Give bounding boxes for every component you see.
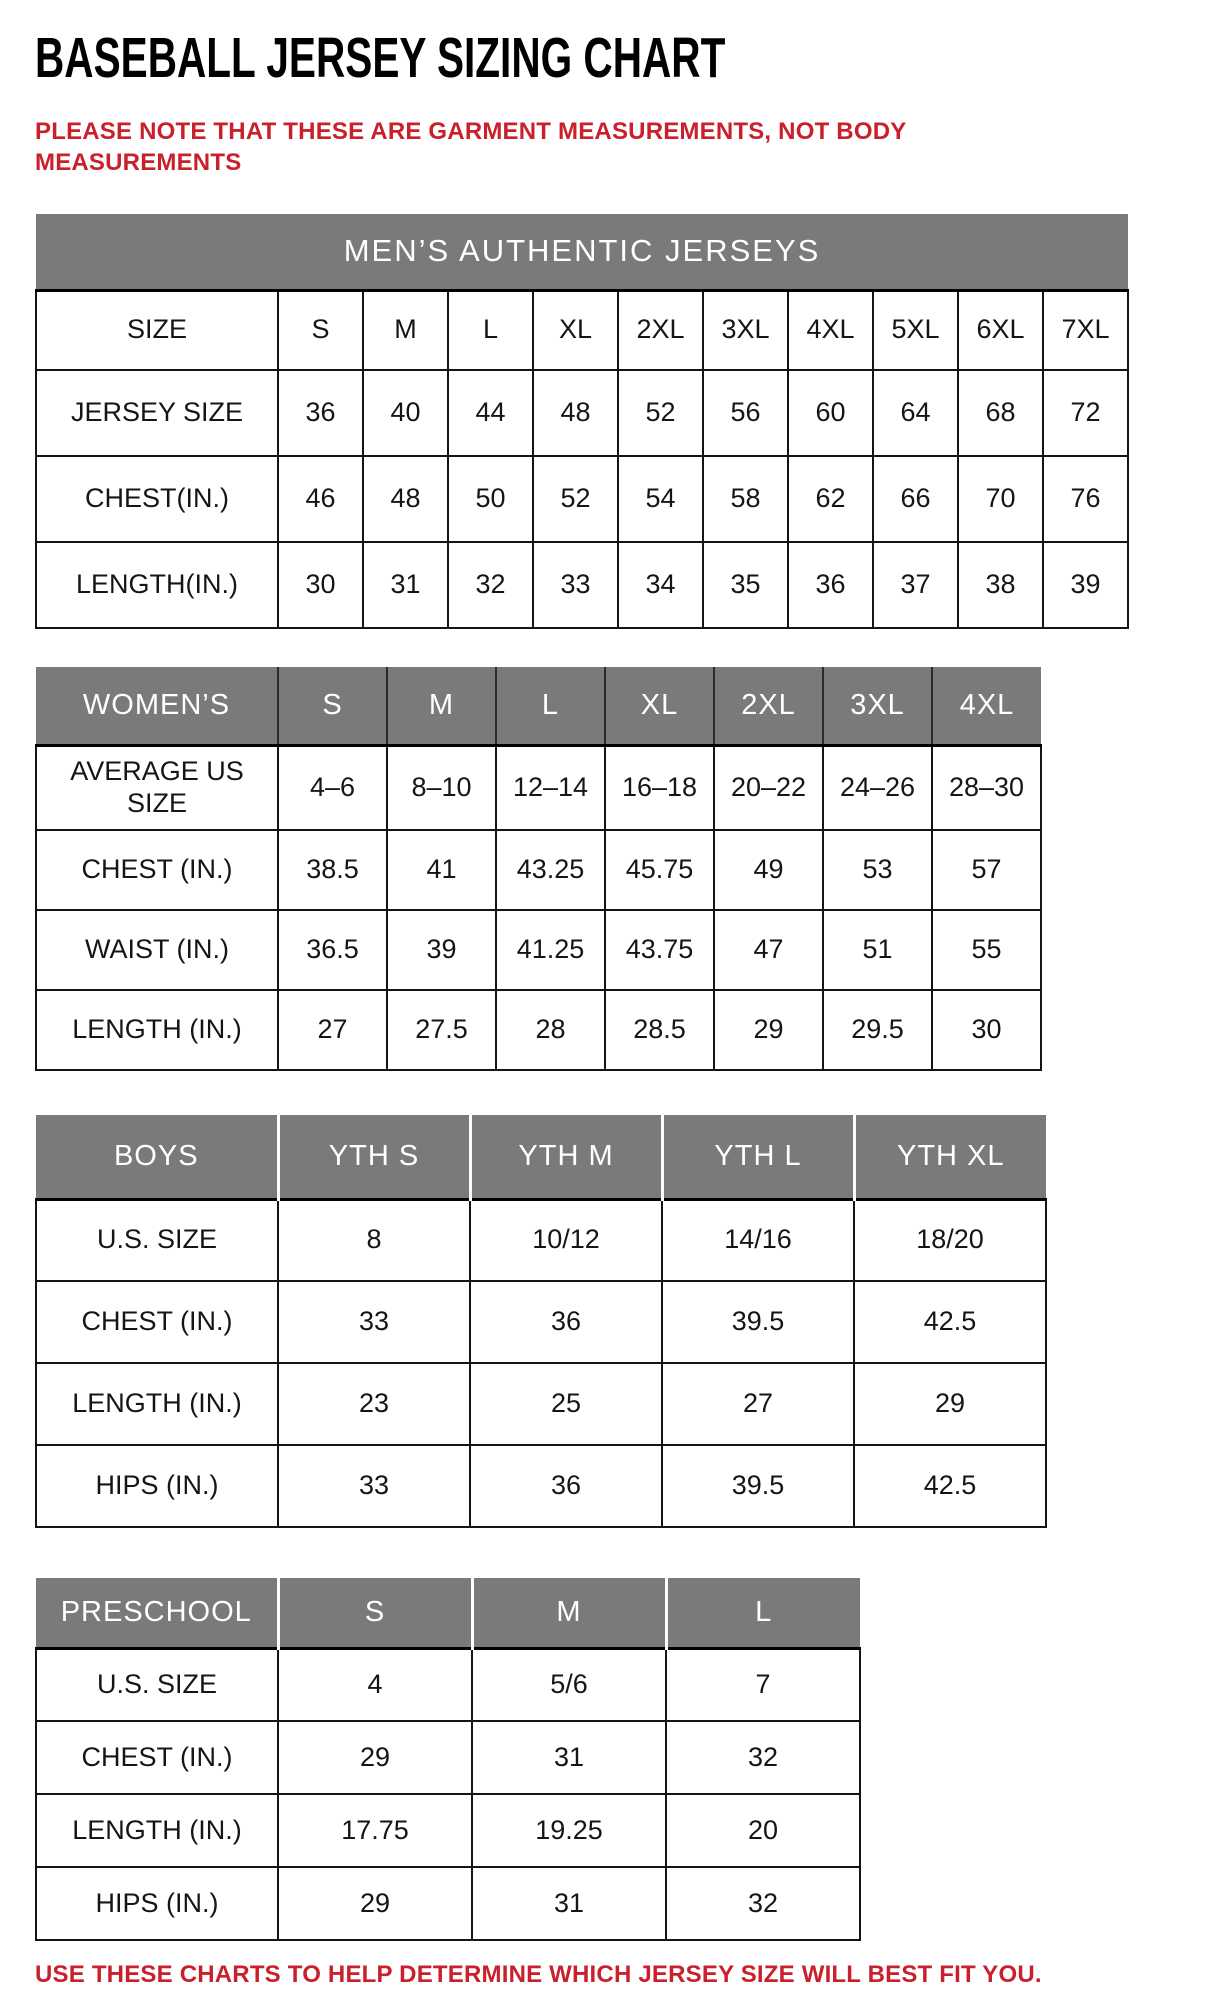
- table-cell: 38.5: [278, 830, 387, 910]
- page-title: BASEBALL JERSEY SIZING CHART: [35, 27, 726, 90]
- row-label-cell: HIPS (IN.): [36, 1445, 278, 1527]
- table-cell: 17.75: [278, 1794, 472, 1867]
- table-cell: 36: [788, 542, 873, 628]
- table-cell: 4–6: [278, 745, 387, 830]
- table-cell: 25: [470, 1363, 662, 1445]
- table-cell: 47: [714, 910, 823, 990]
- table-cell: 29: [278, 1721, 472, 1794]
- table-cell: 54: [618, 456, 703, 542]
- table-cell: 10/12: [470, 1199, 662, 1281]
- table-cell: 28: [496, 990, 605, 1070]
- row-label-cell: AVERAGE US SIZE: [36, 745, 278, 830]
- row-label-cell: CHEST (IN.): [36, 1721, 278, 1794]
- table-cell: 36: [470, 1281, 662, 1363]
- table-cell: 51: [823, 910, 932, 990]
- table-cell: 32: [666, 1721, 860, 1794]
- table-cell: 39.5: [662, 1281, 854, 1363]
- table-cell: 32: [448, 542, 533, 628]
- table-cell: 34: [618, 542, 703, 628]
- table-cell: 76: [1043, 456, 1128, 542]
- table-cell: 8–10: [387, 745, 496, 830]
- row-label-cell: LENGTH (IN.): [36, 1794, 278, 1867]
- garment-measurements-note: PLEASE NOTE THAT THESE ARE GARMENT MEASUREMENTS, NOT BODY MEASUREMENTS: [35, 118, 907, 176]
- table-cell: 62: [788, 456, 873, 542]
- table-cell: 39.5: [662, 1445, 854, 1527]
- table-cell: 3XL: [703, 290, 788, 370]
- table-cell: M: [363, 290, 448, 370]
- row-label-cell: WAIST (IN.): [36, 910, 278, 990]
- boys-jerseys-table: [35, 1115, 1047, 1528]
- table-cell: 45.75: [605, 830, 714, 910]
- table-cell: 30: [278, 542, 363, 628]
- row-label-cell: LENGTH (IN.): [36, 1363, 278, 1445]
- table-cell: 33: [278, 1281, 470, 1363]
- table-cell: 19.25: [472, 1794, 666, 1867]
- table-header-cell: 3XL: [823, 667, 932, 745]
- table-cell: 70: [958, 456, 1043, 542]
- table-cell: XL: [533, 290, 618, 370]
- table-cell: 30: [932, 990, 1041, 1070]
- row-label-cell: U.S. SIZE: [36, 1648, 278, 1721]
- table-cell: 52: [618, 370, 703, 456]
- table-cell: 33: [533, 542, 618, 628]
- table-header-cell: 2XL: [714, 667, 823, 745]
- table-cell: 31: [472, 1721, 666, 1794]
- table-header-cell: XL: [605, 667, 714, 745]
- table-cell: 42.5: [854, 1281, 1046, 1363]
- table-cell: 7XL: [1043, 290, 1128, 370]
- row-label-cell: JERSEY SIZE: [36, 370, 278, 456]
- table-cell: 12–14: [496, 745, 605, 830]
- table-cell: 48: [363, 456, 448, 542]
- table-cell: 28–30: [932, 745, 1041, 830]
- table-cell: 29: [278, 1867, 472, 1940]
- table-cell: 58: [703, 456, 788, 542]
- table-header-cell: YTH L: [662, 1115, 854, 1199]
- table-cell: 31: [472, 1867, 666, 1940]
- table-cell: 5/6: [472, 1648, 666, 1721]
- table-cell: 29: [714, 990, 823, 1070]
- table-cell: 57: [932, 830, 1041, 910]
- table-cell: 68: [958, 370, 1043, 456]
- table-cell: 28.5: [605, 990, 714, 1070]
- womens-jerseys-table: [35, 667, 1042, 1071]
- table-cell: 27: [662, 1363, 854, 1445]
- table-cell: 44: [448, 370, 533, 456]
- table-cell: 56: [703, 370, 788, 456]
- table-cell: 41.25: [496, 910, 605, 990]
- table-cell: 20: [666, 1794, 860, 1867]
- table-cell: 29: [854, 1363, 1046, 1445]
- table-cell: 41: [387, 830, 496, 910]
- table-cell: 43.75: [605, 910, 714, 990]
- table-header-cell: S: [278, 667, 387, 745]
- table-cell: 64: [873, 370, 958, 456]
- table-header-cell: 4XL: [932, 667, 1041, 745]
- row-label-cell: CHEST (IN.): [36, 1281, 278, 1363]
- table-cell: 42.5: [854, 1445, 1046, 1527]
- table-cell: 27.5: [387, 990, 496, 1070]
- row-label-cell: LENGTH (IN.): [36, 990, 278, 1070]
- row-label-cell: HIPS (IN.): [36, 1867, 278, 1940]
- table-header-cell: YTH XL: [854, 1115, 1046, 1199]
- table-cell: 6XL: [958, 290, 1043, 370]
- table-cell: 4XL: [788, 290, 873, 370]
- table-cell: 31: [363, 542, 448, 628]
- fit-guidance-note: USE THESE CHARTS TO HELP DETERMINE WHICH JERSEY SIZE WILL BEST FIT YOU.: [35, 1961, 1042, 1988]
- preschool-jerseys-table: [35, 1578, 861, 1941]
- table-cell: 50: [448, 456, 533, 542]
- table-cell: 18/20: [854, 1199, 1046, 1281]
- table-cell: 14/16: [662, 1199, 854, 1281]
- row-label-cell: CHEST (IN.): [36, 830, 278, 910]
- table-group-label-cell: WOMEN’S: [36, 667, 278, 745]
- table-cell: 5XL: [873, 290, 958, 370]
- table-cell: 32: [666, 1867, 860, 1940]
- table-cell: 53: [823, 830, 932, 910]
- table-header-cell: M: [472, 1578, 666, 1648]
- row-label-cell: SIZE: [36, 290, 278, 370]
- table-cell: 38: [958, 542, 1043, 628]
- table-cell: 48: [533, 370, 618, 456]
- table-cell: 29.5: [823, 990, 932, 1070]
- table-cell: 33: [278, 1445, 470, 1527]
- table-cell: 27: [278, 990, 387, 1070]
- table-header-cell: L: [496, 667, 605, 745]
- table-cell: 72: [1043, 370, 1128, 456]
- row-label-cell: CHEST(IN.): [36, 456, 278, 542]
- table-group-label-cell: PRESCHOOL: [36, 1578, 278, 1648]
- table-cell: S: [278, 290, 363, 370]
- table-cell: 46: [278, 456, 363, 542]
- table-header-cell: S: [278, 1578, 472, 1648]
- table-cell: L: [448, 290, 533, 370]
- table-header-cell: YTH S: [278, 1115, 470, 1199]
- table-header-cell: M: [387, 667, 496, 745]
- table-cell: 24–26: [823, 745, 932, 830]
- table-cell: 23: [278, 1363, 470, 1445]
- table-cell: 4: [278, 1648, 472, 1721]
- table-cell: 8: [278, 1199, 470, 1281]
- table-cell: 35: [703, 542, 788, 628]
- table-cell: 40: [363, 370, 448, 456]
- table-cell: 7: [666, 1648, 860, 1721]
- row-label-cell: LENGTH(IN.): [36, 542, 278, 628]
- table-group-label-cell: BOYS: [36, 1115, 278, 1199]
- table-cell: 36: [470, 1445, 662, 1527]
- table-cell: 39: [1043, 542, 1128, 628]
- table-banner: MEN’S AUTHENTIC JERSEYS: [36, 214, 1128, 290]
- row-label-cell: U.S. SIZE: [36, 1199, 278, 1281]
- table-cell: 49: [714, 830, 823, 910]
- table-cell: 37: [873, 542, 958, 628]
- table-header-cell: L: [666, 1578, 860, 1648]
- table-cell: 2XL: [618, 290, 703, 370]
- table-cell: 16–18: [605, 745, 714, 830]
- table-cell: 60: [788, 370, 873, 456]
- table-cell: 52: [533, 456, 618, 542]
- mens-authentic-jerseys-table: [35, 214, 1129, 629]
- table-cell: 66: [873, 456, 958, 542]
- table-cell: 39: [387, 910, 496, 990]
- table-cell: 20–22: [714, 745, 823, 830]
- table-cell: 36.5: [278, 910, 387, 990]
- table-cell: 55: [932, 910, 1041, 990]
- table-cell: 43.25: [496, 830, 605, 910]
- table-cell: 36: [278, 370, 363, 456]
- table-header-cell: YTH M: [470, 1115, 662, 1199]
